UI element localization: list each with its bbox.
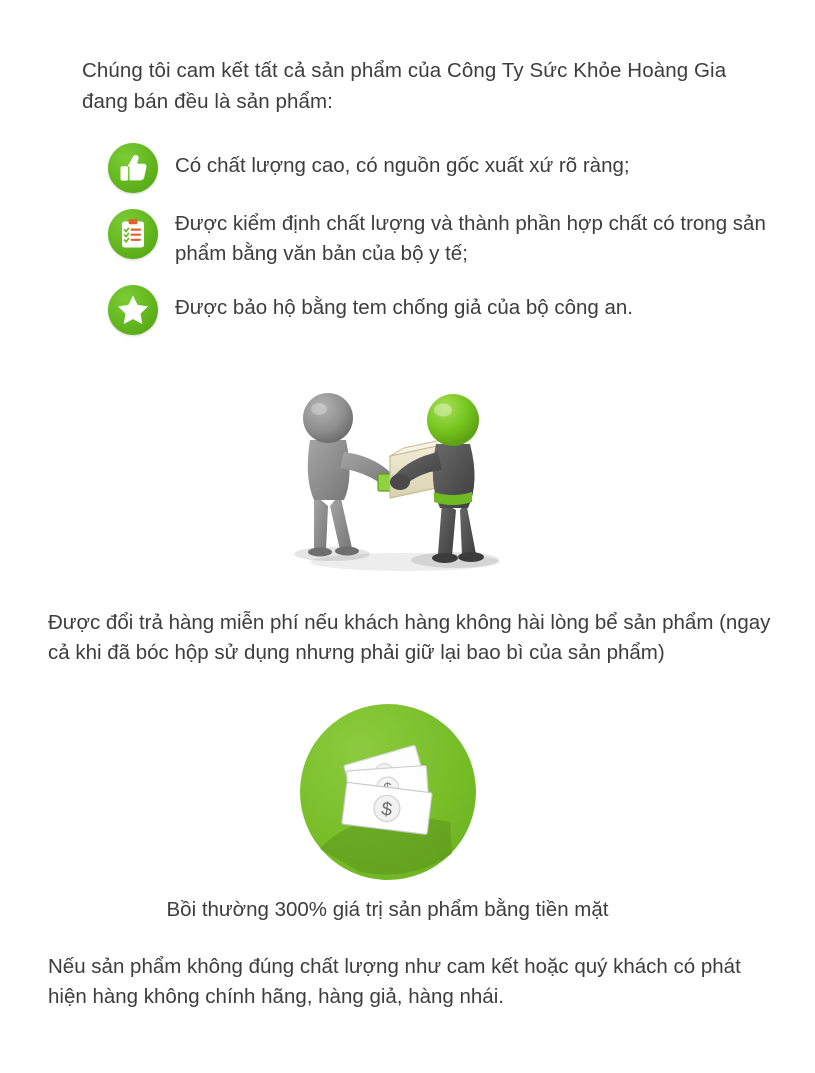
list-item xyxy=(108,143,768,193)
svg-text:$: $ xyxy=(380,798,394,821)
green-circle-cash-banknotes-icon xyxy=(300,704,476,880)
star-icon xyxy=(108,285,158,335)
thumbs-up-icon xyxy=(108,143,158,193)
list-item-label: Có chất lượng cao, có nguồn gốc xuất xứ rõ ràng; xyxy=(175,154,630,177)
compensation-caption: Bồi thường 300% giá trị sản phẩm bằng tiền mặt xyxy=(166,898,609,921)
intro-paragraph: Chúng tôi cam kết tất cả sản phẩm của Công Ty Sức Khỏe Hoàng Gia đang bán đều là sản phẩm: xyxy=(82,59,727,113)
list-item-label: Được kiểm định chất lượng và thành phần hợp chất có trong sản phẩm bằng văn bản của bộ y tế; xyxy=(175,212,766,265)
list-item xyxy=(108,285,768,335)
list-item-label: Được bảo hộ bằng tem chống giả của bộ công an. xyxy=(175,296,633,319)
list-item xyxy=(108,209,768,269)
closing-paragraph: Nếu sản phẩm không đúng chất lượng như cam kết hoặc quý khách có phát hiện hàng không chính hãng, hàng giả, hàng nhái. xyxy=(48,955,741,1008)
commitment-bullet-list xyxy=(108,143,768,351)
return-policy-paragraph: Được đổi trả hàng miễn phí nếu khách hàng không hài lòng bể sản phẩm (ngay cả khi đã bóc hộp sử dụng nhưng phải giữ lại bao bì của sản phẩm) xyxy=(48,611,771,664)
clipboard-checklist-icon xyxy=(108,209,158,259)
two-figures-exchanging-box-and-money-illustration xyxy=(270,382,540,582)
